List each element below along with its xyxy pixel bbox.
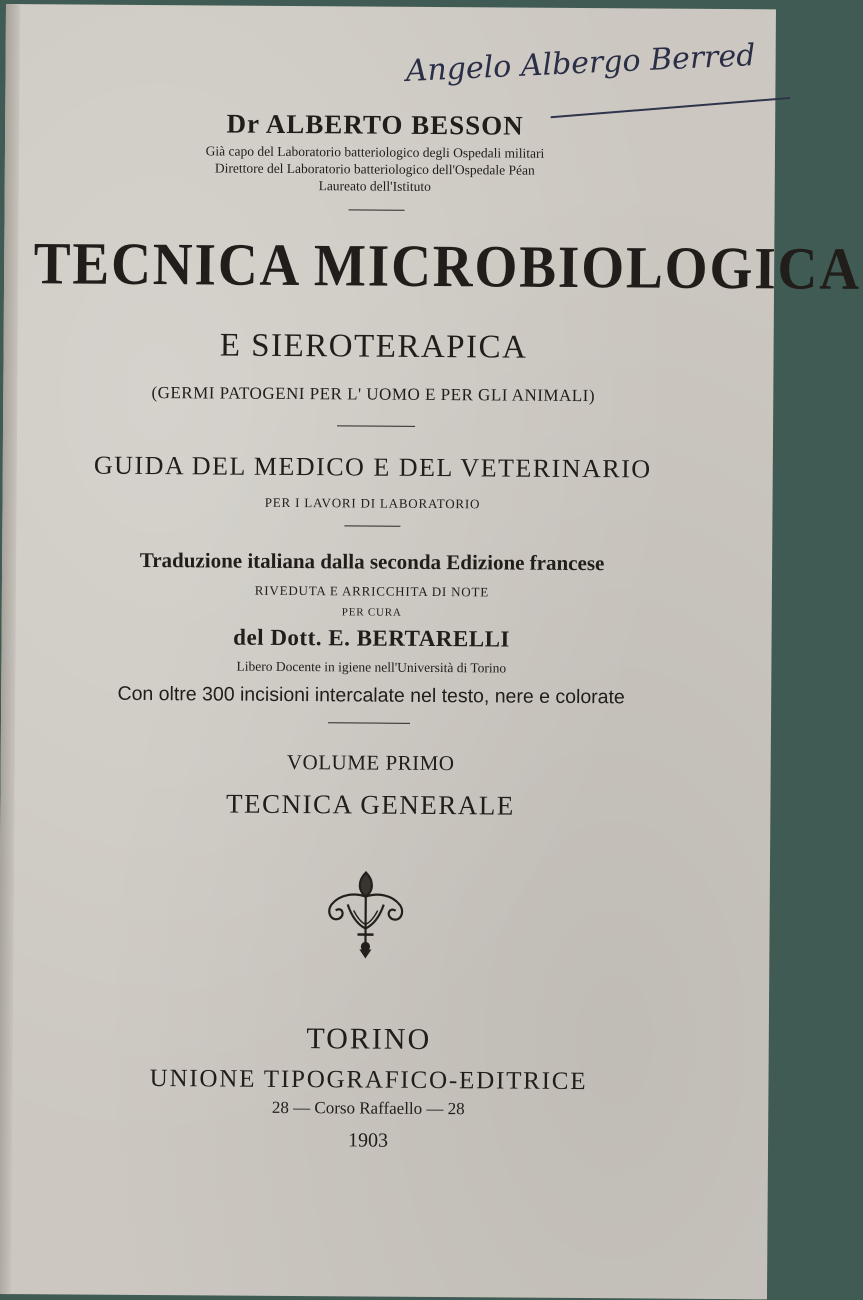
author-prefix: Dr — [226, 108, 260, 139]
illustrations-note: Con oltre 300 incisioni intercalate nel testo, nere e colorate — [117, 682, 625, 709]
volume-title: TECNICA GENERALE — [225, 788, 515, 821]
guide-subtitle: PER I LAVORI DI LABORATORIO — [264, 494, 481, 512]
revised-note: RIVEDUTA E ARRICCHITA DI NOTE — [254, 582, 490, 600]
divider-rule — [328, 722, 410, 724]
fleur-ornament-icon — [317, 864, 414, 961]
book-subject: (GERMI PATOGENI PER L' UOMO E PER GLI ANIMALI) — [151, 383, 596, 406]
handwritten-signature: Angelo Albergo Berred — [404, 38, 757, 89]
publication-year: 1903 — [347, 1129, 389, 1152]
author-name-text: ALBERTO BESSON — [265, 108, 524, 141]
by-note: PER CURA — [341, 606, 402, 619]
book-subtitle: E SIEROTERAPICA — [219, 327, 528, 366]
publisher-name: UNIONE TIPOGRAFICO-EDITRICE — [149, 1065, 588, 1096]
editor-name: del Dott. E. BERTARELLI — [233, 624, 511, 652]
title-page — [0, 4, 862, 1299]
book-title: TECNICA MICROBIOLOGICA — [33, 230, 862, 302]
divider-rule — [349, 209, 405, 210]
author-credential-3: Laureato dell'Istituto — [318, 178, 431, 194]
publisher-city: TORINO — [306, 1022, 432, 1056]
author-credential-2: Direttore del Laboratorio batteriologico dell'Ospedale Péan — [214, 160, 535, 178]
translation-line: Traduzione italiana dalla seconda Edizione francese — [139, 547, 605, 576]
divider-rule — [344, 525, 400, 526]
publisher-address: 28 — Corso Raffaello — 28 — [271, 1097, 465, 1119]
author-name — [5, 107, 745, 143]
editor-role: Libero Docente in igiene nell'Università di Torino — [236, 658, 507, 676]
volume-label: VOLUME PRIMO — [286, 749, 455, 776]
author-credential-1: Già capo del Laboratorio batteriologico degli Ospedali militari — [205, 143, 545, 161]
guide-title: GUIDA DEL MEDICO E DEL VETERINARIO — [93, 450, 652, 484]
divider-rule — [337, 425, 415, 427]
